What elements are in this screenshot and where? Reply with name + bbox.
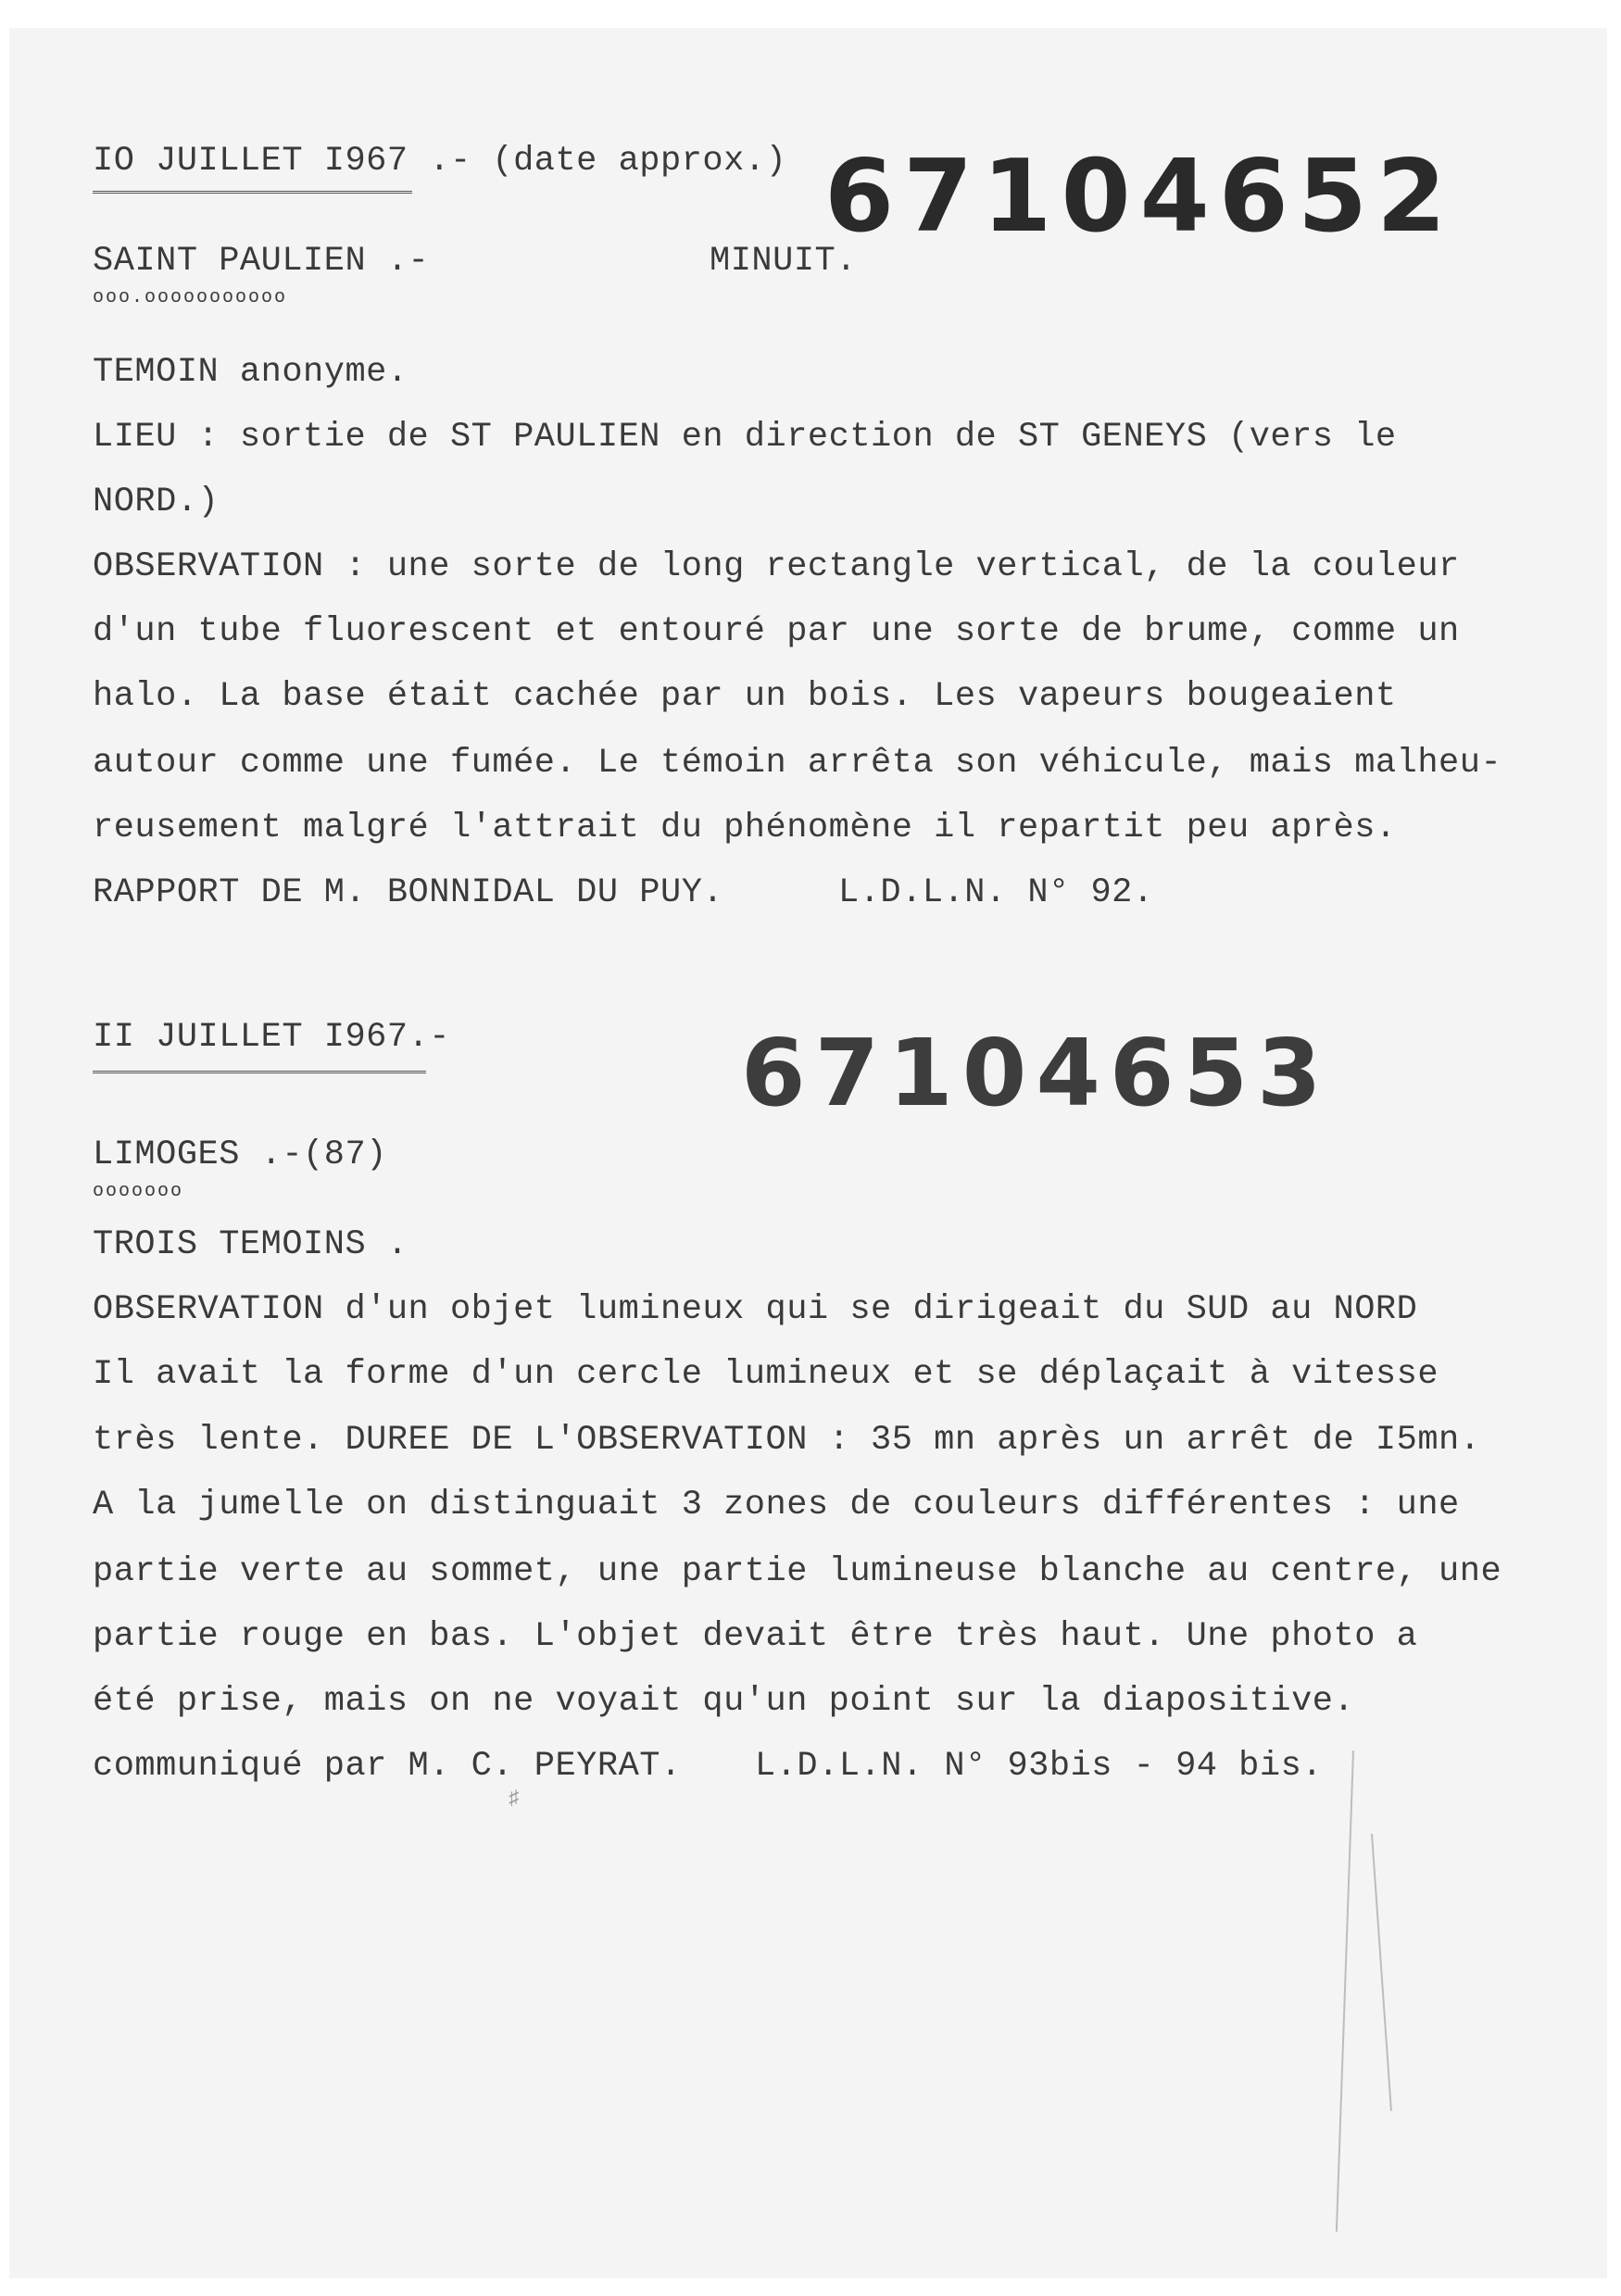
scan-scratch <box>1336 1750 1354 2232</box>
entry2-place: LIMOGES .-(87) <box>93 1135 387 1174</box>
entry1-line-1: LIEU : sortie de ST PAULIEN en direction de ST GENEYS (vers le <box>93 418 1397 457</box>
entry1-line-4: d'un tube fluorescent et entouré par une sorte de brume, comme un <box>93 612 1460 651</box>
entry1-case-number-stamp: 67104652 <box>824 139 1456 255</box>
entry1-date-underline <box>93 191 412 194</box>
entry1-date: IO JUILLET I967 .- (date approx.) <box>93 142 787 181</box>
entry2-line-5: partie verte au sommet, une partie lumineuse blanche au centre, une <box>93 1552 1502 1591</box>
scan-speck: ♯ <box>508 1788 521 1811</box>
entry2-date-underline <box>93 1071 426 1073</box>
entry1-time: MINUIT. <box>710 242 857 281</box>
entry2-date: II JUILLET I967.- <box>93 1018 450 1057</box>
entry2-witness: TROIS TEMOINS . <box>93 1225 408 1264</box>
entry1-report: RAPPORT DE M. BONNIDAL DU PUY. <box>93 873 724 912</box>
scan-scratch <box>1371 1834 1392 2111</box>
entry1-line-2: NORD.) <box>93 483 220 521</box>
entry2-line-2: Il avait la forme d'un cercle lumineux et se déplaçait à vitesse <box>93 1355 1439 1394</box>
entry2-report: communiqué par M. C. PEYRAT. <box>93 1747 682 1786</box>
entry1-line-3: OBSERVATION : une sorte de long rectangle vertical, de la couleur <box>93 547 1460 586</box>
entry2-line-1: OBSERVATION d'un objet lumineux qui se dirigeait du SUD au NORD <box>93 1290 1418 1329</box>
entry2-line-6: partie rouge en bas. L'objet devait être très haut. Une photo a <box>93 1617 1418 1656</box>
entry1-place: SAINT PAULIEN .- <box>93 242 430 281</box>
entry1-place-dots: ooo.ooooooooooo <box>93 287 288 308</box>
entry2-case-number-stamp: 67104653 <box>741 1019 1331 1127</box>
entry2-reference: L.D.L.N. N° 93bis - 94 bis. <box>755 1747 1323 1786</box>
entry2-place-dots: ooooooo <box>93 1181 184 1202</box>
entry1-witness: TEMOIN anonyme. <box>93 353 408 392</box>
entry1-line-5: halo. La base était cachée par un bois. Les vapeurs bougeaient <box>93 677 1397 716</box>
document-sheet <box>9 28 1607 2278</box>
entry2-line-7: été prise, mais on ne voyait qu'un point sur la diapositive. <box>93 1682 1355 1721</box>
entry2-line-3: très lente. DUREE DE L'OBSERVATION : 35 mn après un arrêt de I5mn. <box>93 1421 1481 1460</box>
entry1-line-6: autour comme une fumée. Le témoin arrêta son véhicule, mais malheu- <box>93 744 1502 783</box>
entry2-line-4: A la jumelle on distinguait 3 zones de couleurs différentes : une <box>93 1486 1460 1524</box>
entry1-reference: L.D.L.N. N° 92. <box>838 873 1154 912</box>
entry1-line-7: reusement malgré l'attrait du phénomène il repartit peu après. <box>93 809 1397 847</box>
